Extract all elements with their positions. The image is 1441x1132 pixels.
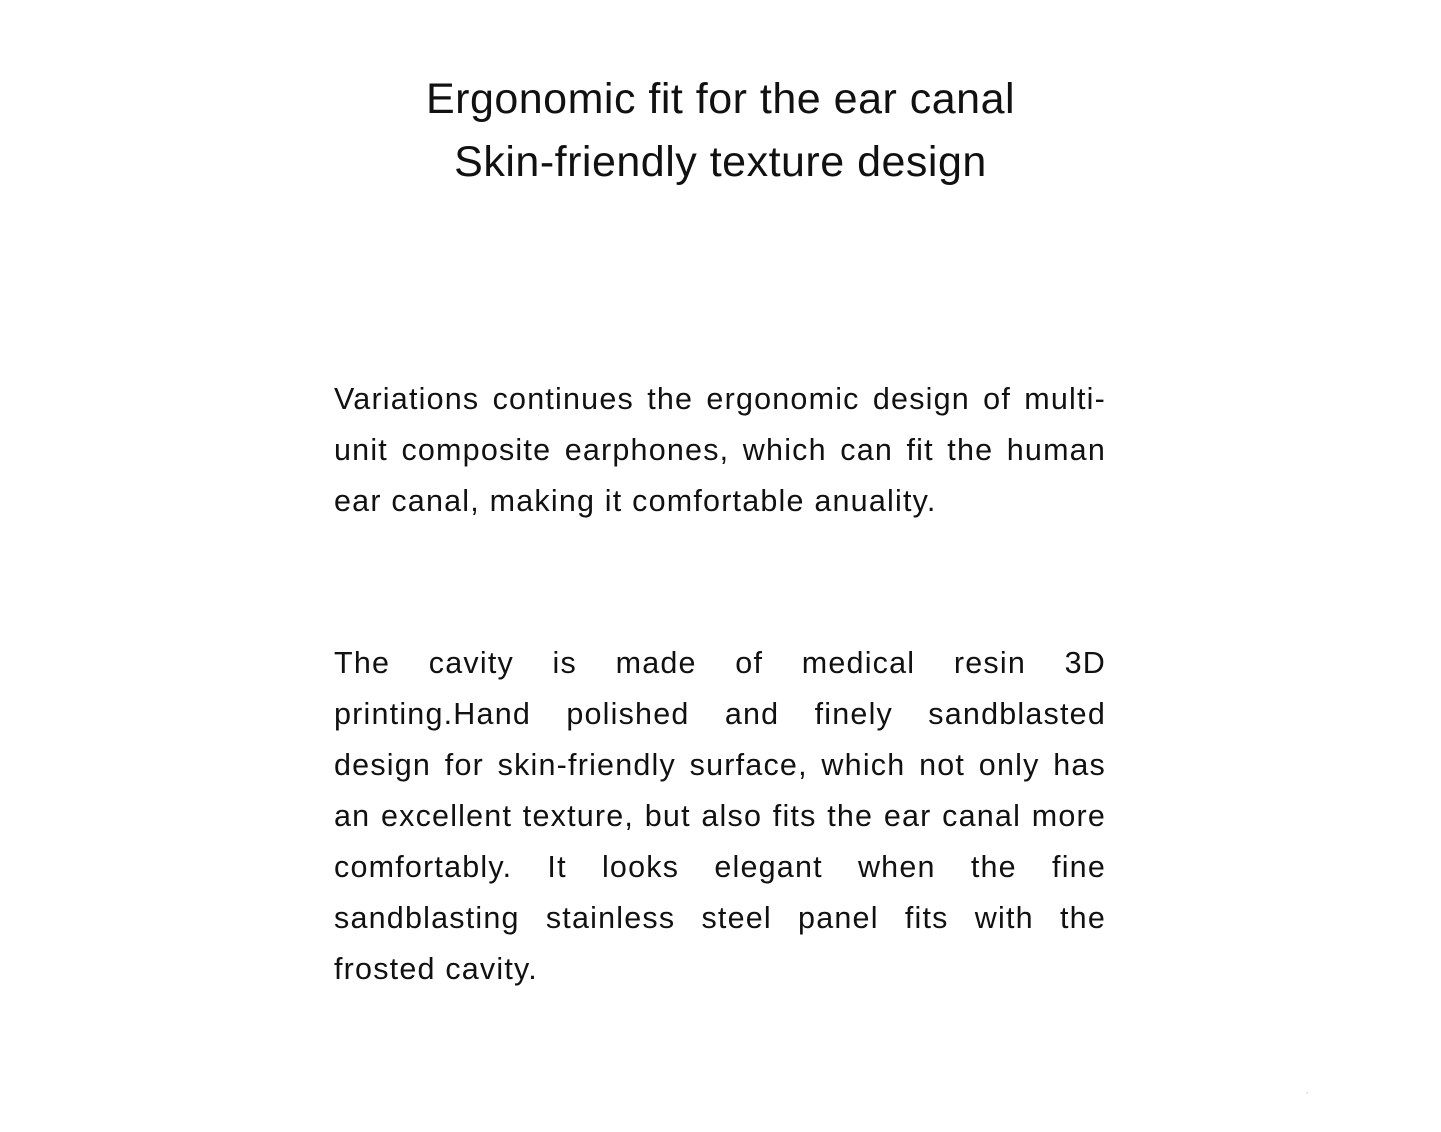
paragraph-ergonomic-design: Variations continues the ergonomic design of multi-unit composite earphones, which can fit the human ear canal, making it comfortable anuality. xyxy=(334,382,1106,518)
headline xyxy=(0,68,1441,194)
headline-line-1: Ergonomic fit for the ear canal xyxy=(425,75,1016,123)
headline-line-2: Skin-friendly texture design xyxy=(454,138,987,186)
decorative-dot xyxy=(1306,1092,1308,1094)
paragraph-cavity-material: The cavity is made of medical resin 3D printing.Hand polished and finely sandblasted design for skin-friendly surface, which not only has an excellent texture, but also fits the ear canal more comfortably. It looks elegant when the fine sandblasting stainless steel panel fits with the frosted cavity. xyxy=(334,646,1106,986)
